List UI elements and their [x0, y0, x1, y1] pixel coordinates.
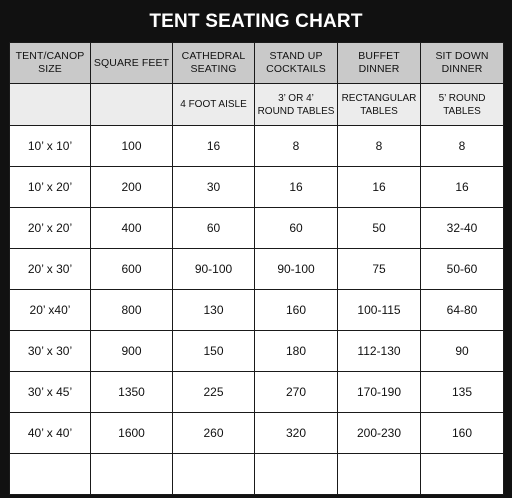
table-cell: 32-40 [421, 208, 504, 249]
col-header-buffet-dinner [338, 43, 421, 84]
seating-table [9, 42, 504, 495]
subheader-cell [173, 84, 255, 126]
table-row [10, 413, 504, 454]
col-header-sit-down-dinner [421, 43, 504, 84]
table-row [10, 167, 504, 208]
table-cell: 112-130 [338, 331, 421, 372]
table-cell: 16 [338, 167, 421, 208]
table-cell: 8 [421, 126, 504, 167]
table-cell: 50 [338, 208, 421, 249]
subheader-line: 3’ OR 4’ [278, 92, 314, 104]
table-cell: 60 [173, 208, 255, 249]
col-header-cathedral-seating [173, 43, 255, 84]
header-line: BUFFET [358, 50, 400, 62]
table-cell: 90 [421, 331, 504, 372]
header-line: DINNER [441, 63, 483, 75]
table-cell [255, 454, 338, 495]
table-cell: 200-230 [338, 413, 421, 454]
subheader-cell [421, 84, 504, 126]
subheader-line: RECTANGULAR [341, 92, 417, 104]
subheader-line: TABLES [443, 105, 481, 117]
table-row [10, 454, 504, 495]
header-line: SEATING [190, 63, 237, 75]
subheader-line: 5’ ROUND [438, 92, 486, 104]
header-line: DINNER [358, 63, 400, 75]
subheader-cell [91, 84, 173, 126]
table-cell: 170-190 [338, 372, 421, 413]
table-cell: 10’ x 20’ [10, 167, 91, 208]
table-row [10, 126, 504, 167]
table-cell: 200 [91, 167, 173, 208]
subheader-cell [338, 84, 421, 126]
table-cell: 20’ x 30’ [10, 249, 91, 290]
header-line: CATHEDRAL [181, 50, 246, 62]
subheader-line: 4 FOOT AISLE [180, 99, 247, 110]
table-row [10, 249, 504, 290]
subheader-cell [255, 84, 338, 126]
table-cell: 90-100 [173, 249, 255, 290]
table-cell: 64-80 [421, 290, 504, 331]
table-cell: 8 [338, 126, 421, 167]
table-cell [173, 454, 255, 495]
table-cell: 16 [421, 167, 504, 208]
table-cell: 270 [255, 372, 338, 413]
table-cell: 260 [173, 413, 255, 454]
table-cell: 400 [91, 208, 173, 249]
table-cell: 900 [91, 331, 173, 372]
table-cell: 75 [338, 249, 421, 290]
header-line: SIT DOWN [435, 50, 489, 62]
table-cell: 160 [421, 413, 504, 454]
table-cell: 225 [173, 372, 255, 413]
table-cell: 135 [421, 372, 504, 413]
table-row [10, 208, 504, 249]
table-cell: 1600 [91, 413, 173, 454]
table-cell: 150 [173, 331, 255, 372]
subheader-line: ROUND TABLES [257, 105, 335, 117]
table-cell [338, 454, 421, 495]
header-line: STAND UP [269, 50, 323, 62]
table-row [10, 290, 504, 331]
table-cell: 320 [255, 413, 338, 454]
table-cell: 100-115 [338, 290, 421, 331]
table-cell: 130 [173, 290, 255, 331]
header-line: SQUARE FEET [93, 56, 170, 69]
subheader-row [10, 84, 504, 126]
table-cell: 30 [173, 167, 255, 208]
subheader-cell [10, 84, 91, 126]
table-cell: 20’ x40’ [10, 290, 91, 331]
col-header-square-feet [91, 43, 173, 84]
table-cell: 800 [91, 290, 173, 331]
table-cell: 60 [255, 208, 338, 249]
table-cell: 16 [173, 126, 255, 167]
header-line: SIZE [38, 63, 62, 75]
table-cell: 16 [255, 167, 338, 208]
table-cell: 160 [255, 290, 338, 331]
table-cell: 30’ x 45’ [10, 372, 91, 413]
table-body [10, 126, 504, 495]
header-line: COCKTAILS [266, 63, 326, 75]
table-row [10, 372, 504, 413]
table-cell: 8 [255, 126, 338, 167]
header-line: TENT/CANOP [15, 50, 85, 62]
chart-title: TENT SEATING CHART [149, 11, 363, 32]
table-cell: 30’ x 30’ [10, 331, 91, 372]
table-cell [421, 454, 504, 495]
table-cell: 1350 [91, 372, 173, 413]
table-row [10, 331, 504, 372]
table-cell [91, 454, 173, 495]
col-header-stand-up-cocktails [255, 43, 338, 84]
table-cell: 50-60 [421, 249, 504, 290]
table-cell: 90-100 [255, 249, 338, 290]
table-cell: 20’ x 20’ [10, 208, 91, 249]
table-cell: 600 [91, 249, 173, 290]
header-row [10, 43, 504, 84]
table-cell: 180 [255, 331, 338, 372]
table-cell [10, 454, 91, 495]
table-cell: 10’ x 10’ [10, 126, 91, 167]
table-cell: 100 [91, 126, 173, 167]
col-header-tent-size [10, 43, 91, 84]
table-cell: 40’ x 40’ [10, 413, 91, 454]
subheader-line: TABLES [360, 105, 398, 117]
